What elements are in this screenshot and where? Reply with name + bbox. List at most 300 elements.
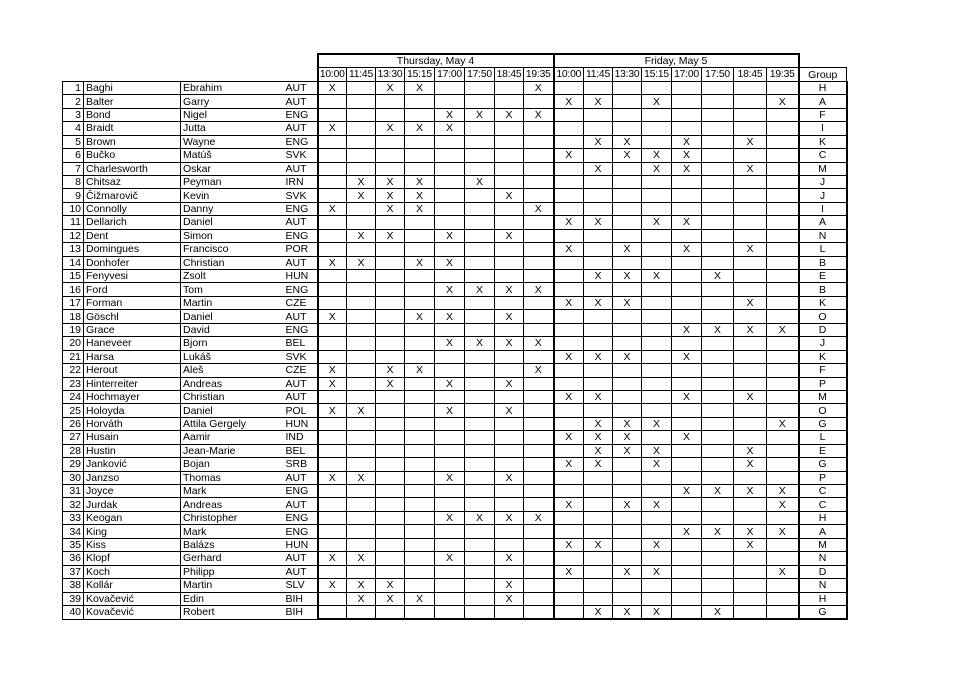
- slot-cell: [767, 149, 799, 162]
- slot-cell: [767, 377, 799, 390]
- group-cell: O: [799, 404, 847, 417]
- slot-cell: [465, 390, 495, 403]
- group-cell: K: [799, 296, 847, 309]
- slot-cell: [376, 149, 405, 162]
- country-cell: HUN: [284, 270, 318, 283]
- slot-cell: [613, 310, 642, 323]
- slot-cell: [376, 417, 405, 430]
- slot-cell: [524, 310, 554, 323]
- slot-cell: [495, 175, 524, 188]
- group-cell: G: [799, 417, 847, 430]
- slot-cell: X: [702, 525, 734, 538]
- group-cell: M: [799, 162, 847, 175]
- slot-cell: X: [642, 605, 672, 619]
- slot-cell: [465, 458, 495, 471]
- slot-cell: X: [376, 202, 405, 215]
- slot-cell: X: [613, 149, 642, 162]
- slot-cell: [405, 579, 435, 592]
- slot-cell: [702, 296, 734, 309]
- slot-cell: [554, 81, 584, 94]
- slot-cell: [767, 243, 799, 256]
- slot-cell: [435, 498, 465, 511]
- slot-cell: [554, 283, 584, 296]
- slot-cell: X: [642, 95, 672, 108]
- slot-cell: [734, 592, 767, 605]
- slot-cell: X: [435, 310, 465, 323]
- slot-cell: X: [376, 377, 405, 390]
- slot-cell: [767, 216, 799, 229]
- first-name-cell: Nigel: [181, 108, 284, 121]
- slot-cell: X: [702, 485, 734, 498]
- row-number: 19: [63, 323, 84, 336]
- slot-cell: [767, 605, 799, 619]
- slot-cell: [584, 243, 613, 256]
- slot-cell: [642, 364, 672, 377]
- slot-cell: [524, 565, 554, 578]
- slot-cell: X: [642, 417, 672, 430]
- slot-cell: [524, 525, 554, 538]
- slot-cell: [376, 431, 405, 444]
- slot-cell: [376, 471, 405, 484]
- slot-cell: [465, 323, 495, 336]
- row-number: 32: [63, 498, 84, 511]
- slot-cell: [613, 283, 642, 296]
- time-slot-header: 10:00: [554, 68, 584, 81]
- time-slot-header: 17:00: [435, 68, 465, 81]
- surname-cell: Charlesworth: [84, 162, 181, 175]
- first-name-cell: Gerhard: [181, 552, 284, 565]
- table-row: [63, 202, 847, 215]
- group-cell: I: [799, 122, 847, 135]
- surname-cell: Kovačević: [84, 592, 181, 605]
- slot-cell: X: [524, 81, 554, 94]
- surname-cell: Hustin: [84, 444, 181, 457]
- slot-cell: [642, 552, 672, 565]
- table-row: [63, 337, 847, 350]
- slot-cell: [613, 81, 642, 94]
- slot-cell: [584, 323, 613, 336]
- slot-cell: [524, 229, 554, 242]
- slot-cell: [584, 149, 613, 162]
- table-row: [63, 323, 847, 336]
- first-name-cell: Wayne: [181, 135, 284, 148]
- first-name-cell: Zsolt: [181, 270, 284, 283]
- slot-cell: [435, 592, 465, 605]
- country-cell: BIH: [284, 605, 318, 619]
- slot-cell: [318, 417, 347, 430]
- slot-cell: X: [435, 404, 465, 417]
- slot-cell: [584, 485, 613, 498]
- slot-cell: [376, 538, 405, 551]
- row-number: 8: [63, 175, 84, 188]
- slot-cell: [702, 417, 734, 430]
- slot-cell: [702, 579, 734, 592]
- country-cell: HUN: [284, 538, 318, 551]
- slot-cell: [702, 243, 734, 256]
- group-cell: B: [799, 283, 847, 296]
- row-number: 14: [63, 256, 84, 269]
- slot-cell: [465, 498, 495, 511]
- first-name-cell: Danny: [181, 202, 284, 215]
- slot-cell: [495, 296, 524, 309]
- table-row: [63, 243, 847, 256]
- row-number: 5: [63, 135, 84, 148]
- slot-cell: [767, 229, 799, 242]
- time-slot-header: 11:45: [584, 68, 613, 81]
- slot-cell: [554, 417, 584, 430]
- slot-cell: [376, 135, 405, 148]
- surname-cell: Donhofer: [84, 256, 181, 269]
- slot-cell: [767, 458, 799, 471]
- surname-cell: Kiss: [84, 538, 181, 551]
- slot-cell: [524, 350, 554, 363]
- country-cell: POR: [284, 243, 318, 256]
- table-row: [63, 498, 847, 511]
- slot-cell: [702, 538, 734, 551]
- slot-cell: [465, 310, 495, 323]
- slot-cell: X: [376, 122, 405, 135]
- slot-cell: X: [405, 175, 435, 188]
- slot-cell: [435, 565, 465, 578]
- slot-cell: X: [613, 350, 642, 363]
- table-row: [63, 565, 847, 578]
- slot-cell: X: [524, 283, 554, 296]
- row-number: 7: [63, 162, 84, 175]
- slot-cell: X: [435, 283, 465, 296]
- slot-cell: X: [554, 538, 584, 551]
- group-cell: M: [799, 538, 847, 551]
- surname-cell: Kollár: [84, 579, 181, 592]
- group-cell: E: [799, 270, 847, 283]
- slot-cell: X: [613, 270, 642, 283]
- slot-cell: X: [672, 525, 702, 538]
- row-number: 34: [63, 525, 84, 538]
- country-cell: AUT: [284, 122, 318, 135]
- slot-cell: [524, 243, 554, 256]
- slot-cell: X: [347, 471, 376, 484]
- slot-cell: X: [672, 135, 702, 148]
- slot-cell: [376, 552, 405, 565]
- slot-cell: [495, 256, 524, 269]
- slot-cell: [554, 323, 584, 336]
- row-number: 24: [63, 390, 84, 403]
- table-row: [63, 149, 847, 162]
- slot-cell: [318, 108, 347, 121]
- row-number: 9: [63, 189, 84, 202]
- slot-cell: [767, 350, 799, 363]
- slot-cell: [613, 485, 642, 498]
- country-cell: AUT: [284, 471, 318, 484]
- slot-cell: X: [554, 216, 584, 229]
- slot-cell: [734, 229, 767, 242]
- slot-cell: [672, 498, 702, 511]
- table-row: [63, 256, 847, 269]
- slot-cell: [554, 579, 584, 592]
- day-header-friday: Friday, May 5: [554, 54, 799, 68]
- slot-cell: X: [405, 81, 435, 94]
- slot-cell: [435, 485, 465, 498]
- slot-cell: [376, 283, 405, 296]
- row-number: 15: [63, 270, 84, 283]
- slot-cell: [405, 485, 435, 498]
- slot-cell: [734, 498, 767, 511]
- slot-cell: [584, 122, 613, 135]
- slot-cell: [584, 511, 613, 524]
- slot-cell: X: [642, 498, 672, 511]
- slot-cell: [642, 175, 672, 188]
- slot-cell: [554, 404, 584, 417]
- table-row: [63, 364, 847, 377]
- slot-cell: X: [672, 162, 702, 175]
- slot-cell: [347, 283, 376, 296]
- slot-cell: [672, 189, 702, 202]
- group-cell: N: [799, 552, 847, 565]
- table-row: [63, 229, 847, 242]
- row-number: 1: [63, 81, 84, 94]
- slot-cell: [613, 538, 642, 551]
- surname-cell: Ford: [84, 283, 181, 296]
- slot-cell: [642, 122, 672, 135]
- slot-cell: [318, 565, 347, 578]
- surname-cell: Bond: [84, 108, 181, 121]
- slot-cell: [347, 565, 376, 578]
- slot-cell: [318, 243, 347, 256]
- slot-cell: [318, 189, 347, 202]
- slot-cell: [642, 579, 672, 592]
- slot-cell: [465, 538, 495, 551]
- slot-cell: [465, 592, 495, 605]
- slot-cell: [734, 565, 767, 578]
- slot-cell: X: [672, 149, 702, 162]
- slot-cell: [435, 243, 465, 256]
- slot-cell: [318, 525, 347, 538]
- slot-cell: [672, 256, 702, 269]
- slot-cell: [347, 364, 376, 377]
- slot-cell: [347, 377, 376, 390]
- slot-cell: [435, 135, 465, 148]
- slot-cell: [642, 404, 672, 417]
- country-cell: ENG: [284, 525, 318, 538]
- slot-cell: [347, 216, 376, 229]
- slot-cell: [318, 229, 347, 242]
- slot-cell: [702, 283, 734, 296]
- slot-cell: X: [642, 565, 672, 578]
- slot-cell: [613, 189, 642, 202]
- schedule-table: [62, 53, 848, 620]
- slot-cell: X: [584, 216, 613, 229]
- slot-cell: [347, 605, 376, 619]
- slot-cell: [465, 216, 495, 229]
- slot-cell: X: [767, 525, 799, 538]
- first-name-cell: Christian: [181, 256, 284, 269]
- slot-cell: X: [347, 229, 376, 242]
- country-cell: ENG: [284, 202, 318, 215]
- slot-cell: [524, 390, 554, 403]
- row-number: 25: [63, 404, 84, 417]
- slot-cell: X: [495, 592, 524, 605]
- first-name-cell: Mark: [181, 485, 284, 498]
- slot-cell: [672, 202, 702, 215]
- first-name-cell: Mark: [181, 525, 284, 538]
- group-cell: P: [799, 471, 847, 484]
- slot-cell: X: [376, 579, 405, 592]
- slot-cell: [405, 431, 435, 444]
- first-name-cell: Oskar: [181, 162, 284, 175]
- slot-cell: [734, 175, 767, 188]
- slot-cell: [734, 377, 767, 390]
- slot-cell: [702, 565, 734, 578]
- slot-cell: X: [702, 323, 734, 336]
- slot-cell: [672, 270, 702, 283]
- row-number: 17: [63, 296, 84, 309]
- first-name-cell: Martin: [181, 296, 284, 309]
- group-cell: M: [799, 390, 847, 403]
- table-row: [63, 108, 847, 121]
- slot-cell: [642, 337, 672, 350]
- first-name-cell: Jutta: [181, 122, 284, 135]
- slot-cell: [554, 364, 584, 377]
- slot-cell: [672, 538, 702, 551]
- slot-cell: [672, 108, 702, 121]
- slot-cell: [672, 579, 702, 592]
- slot-cell: [554, 471, 584, 484]
- slot-cell: [767, 538, 799, 551]
- slot-cell: [702, 471, 734, 484]
- slot-cell: [702, 592, 734, 605]
- first-name-cell: Daniel: [181, 216, 284, 229]
- slot-cell: [734, 431, 767, 444]
- slot-cell: X: [318, 256, 347, 269]
- first-name-cell: Christopher: [181, 511, 284, 524]
- country-cell: IRN: [284, 175, 318, 188]
- slot-cell: [642, 243, 672, 256]
- slot-cell: X: [524, 108, 554, 121]
- table-row: [63, 525, 847, 538]
- slot-cell: [554, 592, 584, 605]
- surname-cell: Forman: [84, 296, 181, 309]
- slot-cell: [465, 162, 495, 175]
- slot-cell: X: [584, 444, 613, 457]
- slot-cell: [318, 296, 347, 309]
- group-cell: A: [799, 216, 847, 229]
- slot-cell: X: [318, 202, 347, 215]
- slot-cell: [524, 538, 554, 551]
- slot-cell: [524, 216, 554, 229]
- slot-cell: [702, 337, 734, 350]
- first-name-cell: Garry: [181, 95, 284, 108]
- row-number: 26: [63, 417, 84, 430]
- row-number: 23: [63, 377, 84, 390]
- slot-cell: [376, 485, 405, 498]
- slot-cell: X: [554, 498, 584, 511]
- country-cell: AUT: [284, 256, 318, 269]
- slot-cell: [767, 122, 799, 135]
- slot-cell: [347, 149, 376, 162]
- slot-cell: [405, 350, 435, 363]
- slot-cell: [642, 390, 672, 403]
- slot-cell: X: [318, 81, 347, 94]
- slot-cell: [584, 404, 613, 417]
- slot-cell: [347, 458, 376, 471]
- slot-cell: [672, 377, 702, 390]
- slot-cell: [347, 296, 376, 309]
- row-number: 20: [63, 337, 84, 350]
- first-name-cell: Christian: [181, 390, 284, 403]
- slot-cell: [465, 270, 495, 283]
- slot-cell: [405, 377, 435, 390]
- slot-cell: [435, 149, 465, 162]
- slot-cell: [495, 350, 524, 363]
- slot-cell: [318, 592, 347, 605]
- surname-cell: Horváth: [84, 417, 181, 430]
- surname-cell: Joyce: [84, 485, 181, 498]
- country-cell: AUT: [284, 81, 318, 94]
- time-slot-header: 15:15: [642, 68, 672, 81]
- slot-cell: X: [554, 296, 584, 309]
- slot-cell: [495, 202, 524, 215]
- slot-cell: [613, 162, 642, 175]
- row-number: 16: [63, 283, 84, 296]
- country-cell: SVK: [284, 149, 318, 162]
- table-row: [63, 458, 847, 471]
- slot-cell: [672, 511, 702, 524]
- slot-cell: [642, 229, 672, 242]
- slot-cell: [347, 162, 376, 175]
- surname-cell: Baghi: [84, 81, 181, 94]
- slot-cell: [465, 552, 495, 565]
- slot-cell: [376, 511, 405, 524]
- slot-cell: [642, 350, 672, 363]
- slot-cell: [642, 296, 672, 309]
- slot-cell: [405, 270, 435, 283]
- surname-cell: Janković: [84, 458, 181, 471]
- slot-cell: [318, 390, 347, 403]
- first-name-cell: Simon: [181, 229, 284, 242]
- time-slot-header: 13:30: [613, 68, 642, 81]
- row-number: 2: [63, 95, 84, 108]
- first-name-cell: Tom: [181, 283, 284, 296]
- slot-cell: [767, 310, 799, 323]
- slot-cell: [347, 511, 376, 524]
- slot-cell: [672, 364, 702, 377]
- slot-cell: X: [672, 431, 702, 444]
- slot-cell: X: [734, 444, 767, 457]
- slot-cell: [767, 283, 799, 296]
- slot-cell: [767, 431, 799, 444]
- slot-cell: [524, 323, 554, 336]
- slot-cell: [702, 310, 734, 323]
- slot-cell: [376, 390, 405, 403]
- slot-cell: X: [734, 525, 767, 538]
- slot-cell: [767, 390, 799, 403]
- slot-cell: X: [435, 122, 465, 135]
- slot-cell: [702, 458, 734, 471]
- slot-cell: X: [347, 579, 376, 592]
- slot-cell: [672, 337, 702, 350]
- slot-cell: X: [376, 189, 405, 202]
- slot-cell: [435, 350, 465, 363]
- surname-cell: Brown: [84, 135, 181, 148]
- slot-cell: [642, 135, 672, 148]
- surname-cell: Husain: [84, 431, 181, 444]
- slot-cell: [613, 122, 642, 135]
- slot-cell: [642, 108, 672, 121]
- country-cell: SVK: [284, 350, 318, 363]
- slot-cell: [672, 417, 702, 430]
- slot-cell: X: [465, 337, 495, 350]
- slot-cell: [318, 135, 347, 148]
- table-row: [63, 471, 847, 484]
